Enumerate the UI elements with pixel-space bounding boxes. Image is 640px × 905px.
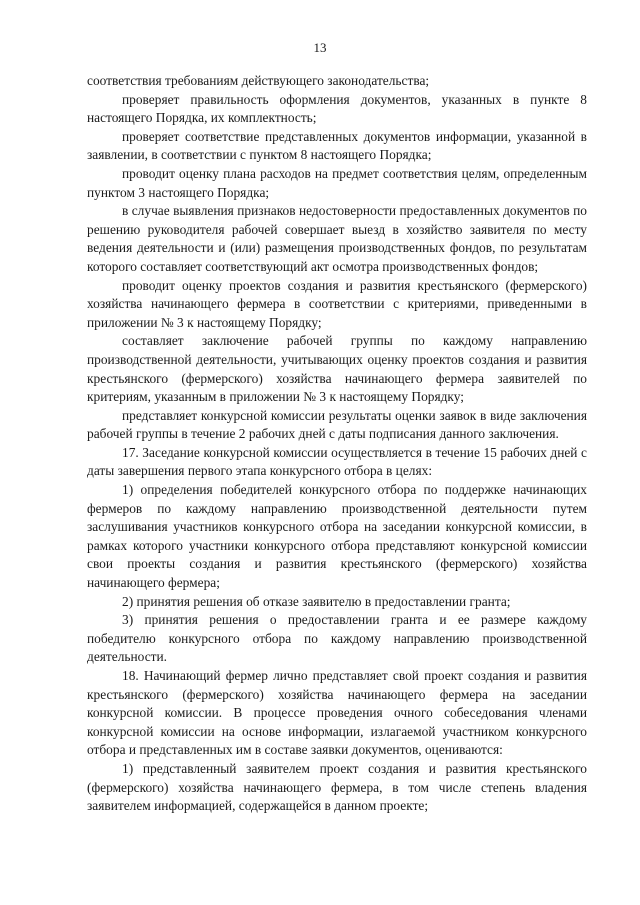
paragraph-check-compliance: проверяет соответствие представленных документов информации, указанной в заявлении, в соответствии с пунктом 8 настоящего Порядка; [87, 128, 587, 163]
page-number: 13 [313, 40, 327, 55]
paragraph-item-17-2: 2) принятия решения об отказе заявителю в предоставлении гранта; [122, 593, 511, 609]
paragraph-item-18-1: 1) представленный заявителем проект создания и развития крестьянского (фермерского) хозяйства начинающего фермера, в том числе степень владения заявителем информацией, содержащейся в данном проекте; [87, 760, 587, 814]
paragraph-item-17-3: 3) принятия решения о предоставлении гранта и ее размере каждому победителю конкурсного отбора по каждому направлению производственной деятельности. [87, 612, 587, 665]
paragraph-project-evaluation: проводит оценку проектов создания и развития крестьянского (фермерского) хозяйства начинающего фермера в соответствии с критериями, приведенными в приложении № 3 к настоящему Порядку; [87, 277, 587, 330]
paragraph-site-visit: в случае выявления признаков недостоверности предоставленных документов по решению руководителя рабочей совершает выезд в хозяйство заявителя по месту ведения деятельности и (или) размещения производственных фондов, по результатам которого составляет соответствующий акт осмотра производственных фондов; [87, 203, 587, 274]
paragraph-expense-plan: проводит оценку плана расходов на предмет соответствия целям, определенным пунктом 3 настоящего Порядка; [87, 165, 587, 200]
paragraph-item-17: 17. Заседание конкурсной комиссии осуществляется в течение 15 рабочих дней с даты завершения первого этапа конкурсного отбора в целях: [87, 444, 587, 479]
paragraph-item-17-1: 1) определения победителей конкурсного отбора по поддержке начинающих фермеров по каждому направлению производственной деятельности путем заслушивания участников конкурсного отбора на заседании конкурсной комиссии, в рамках которого участники конкурсного отбора представляют конкурсной комиссии свои проекты создания и развития крестьянского (фермерского) хозяйства начинающего фермера; [87, 482, 587, 591]
paragraph-submit-results: представляет конкурсной комиссии результаты оценки заявок в виде заключения рабочей группы в течение 2 рабочих дней с даты подписания данного заключения. [87, 407, 587, 442]
paragraph-check-formatting: проверяет правильность оформления документов, указанных в пункте 8 настоящего Порядка, их комплектность; [87, 91, 587, 126]
document-body [87, 72, 587, 816]
paragraph-continuation: соответствия требованиям действующего законодательства; [87, 73, 430, 88]
paragraph-item-18: 18. Начинающий фермер лично представляет свой проект создания и развития крестьянского (фермерского) хозяйства начинающего фермера на заседании конкурсной комиссии. В процессе проведения очного собеседования членами конкурсной комиссии на основе информации, излагаемой участником конкурсного отбора и представленных им в составе заявки документов, оцениваются: [87, 668, 587, 758]
paragraph-working-group-conclusion: составляет заключение рабочей группы по каждому направлению производственной деятельности, учитывающих оценку проектов создания и развития крестьянского (фермерского) хозяйства начинающего фермера заявителей по критериям, указанным в приложении № 3 к настоящему Порядку; [87, 333, 587, 405]
